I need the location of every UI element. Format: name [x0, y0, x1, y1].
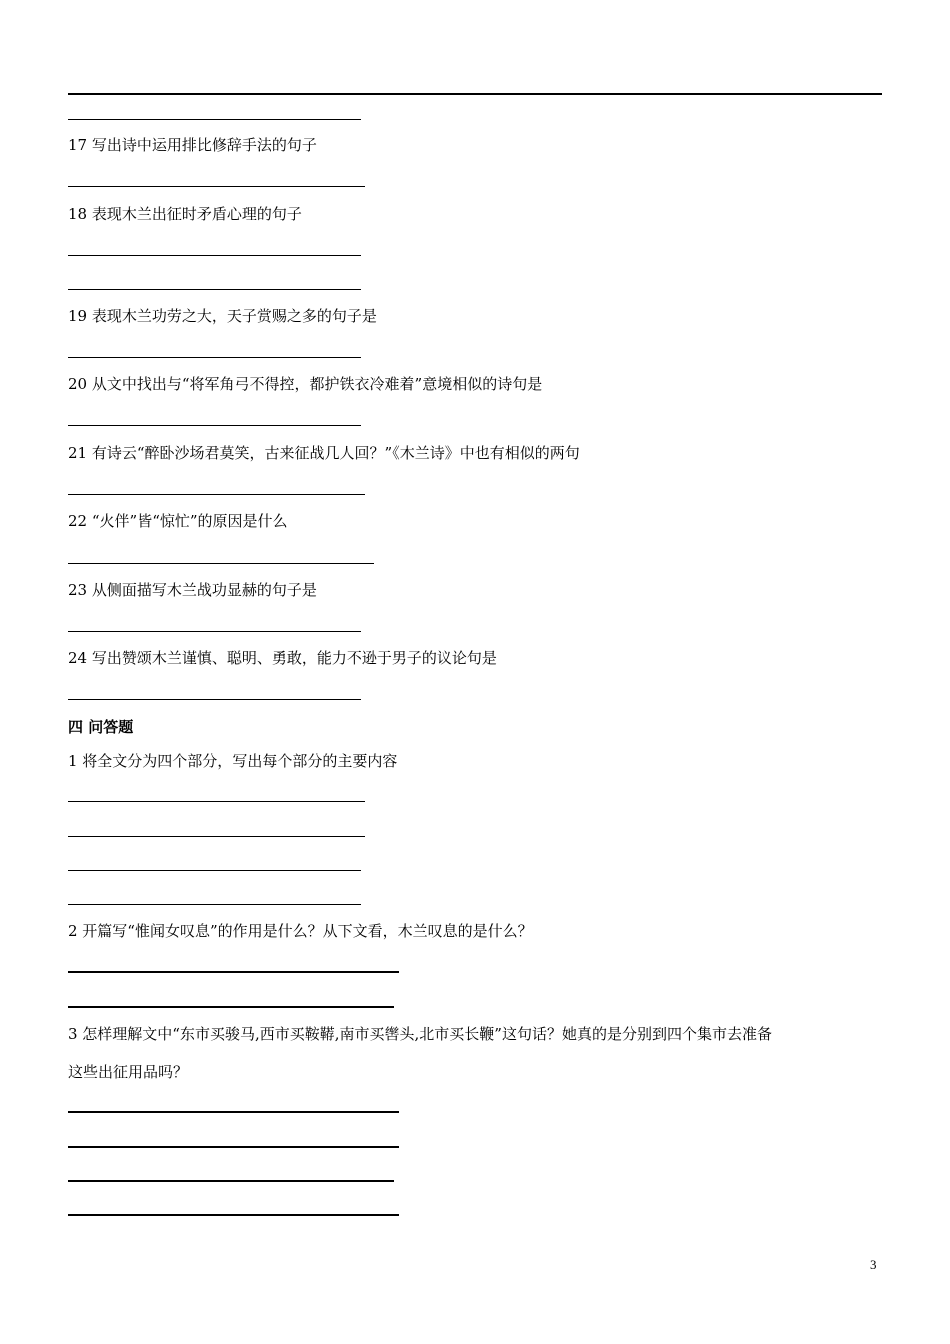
answer-line	[68, 1006, 394, 1008]
question-22: 22 “火伴”皆“惊忙”的原因是什么	[68, 512, 288, 530]
answer-line	[68, 836, 365, 837]
answer-line	[68, 119, 361, 120]
answer-line	[68, 971, 399, 973]
question-18: 18 表现木兰出征时矛盾心理的句子	[68, 205, 302, 223]
question-21: 21 有诗云“醉卧沙场君莫笑，古来征战几人回？”《木兰诗》中也有相似的两句	[68, 444, 580, 462]
answer-line	[68, 631, 361, 632]
answer-line	[68, 289, 361, 290]
answer-line	[68, 255, 361, 256]
answer-line	[68, 494, 365, 495]
answer-line	[68, 357, 361, 358]
answer-line	[68, 425, 361, 426]
question-19: 19 表现木兰功劳之大，天子赏赐之多的句子是	[68, 307, 377, 325]
answer-line	[68, 801, 365, 802]
answer-line	[68, 563, 374, 564]
answer-line	[68, 699, 361, 700]
page-number: 3	[870, 1257, 877, 1272]
answer-line	[68, 870, 361, 871]
answer-line	[68, 186, 365, 187]
question-20: 20 从文中找出与“将军角弓不得控，都护铁衣冷难着”意境相似的诗句是	[68, 375, 543, 393]
essay-question-2: 2 开篇写“惟闻女叹息”的作用是什么？从下文看，木兰叹息的是什么？	[68, 922, 533, 940]
answer-line	[68, 1146, 399, 1148]
answer-line	[68, 1111, 399, 1113]
question-17: 17 写出诗中运用排比修辞手法的句子	[68, 136, 317, 154]
answer-line	[68, 1180, 394, 1182]
section-heading: 四 问答题	[68, 718, 134, 736]
essay-question-3: 3 怎样理解文中“东市买骏马,西市买鞍鞯,南市买辔头,北市买长鞭”这句话？她真的是分别到四个集市去准备	[68, 1025, 772, 1043]
answer-line	[68, 904, 361, 905]
essay-question-3-continued: 这些出征用品吗？	[68, 1063, 189, 1081]
essay-question-1: 1 将全文分为四个部分，写出每个部分的主要内容	[68, 752, 398, 770]
answer-line	[68, 1214, 399, 1216]
header-rule	[68, 93, 882, 95]
question-23: 23 从侧面描写木兰战功显赫的句子是	[68, 581, 317, 599]
question-24: 24 写出赞颂木兰谨慎、聪明、勇敢，能力不逊于男子的议论句是	[68, 649, 497, 667]
